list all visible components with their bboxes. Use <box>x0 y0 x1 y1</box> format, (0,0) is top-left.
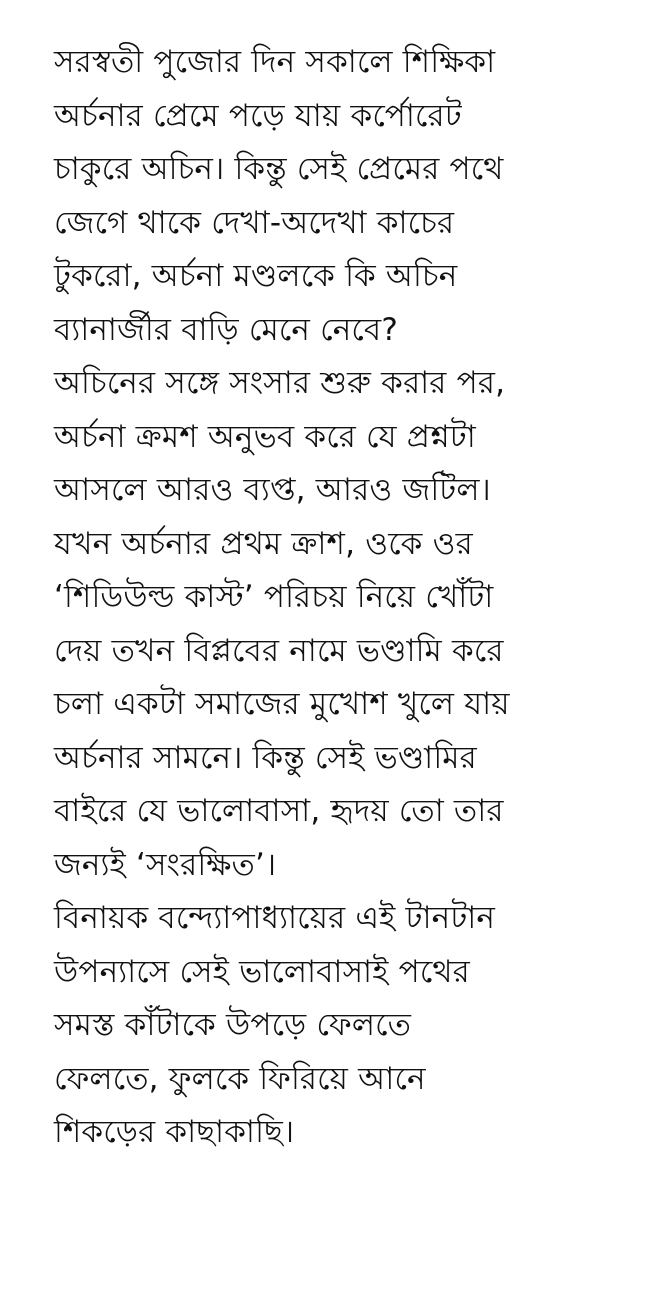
blurb-line: অর্চনার প্রেমে পড়ে যায় কর্পোরেট <box>54 97 462 134</box>
blurb-line: চলা একটা সমাজের মুখোশ খুলে যায় <box>54 686 510 722</box>
blurb-line: উপন্যাসে সেই ভালোবাসাই পথের <box>54 953 470 990</box>
blurb-line: শিকড়ের কাছাকাছি। <box>54 1114 295 1150</box>
blurb-line: বাইরে যে ভালোবাসা, হৃদয় তো তার <box>54 793 504 829</box>
blurb-line: ব্যানার্জীর বাড়ি মেনে নেবে? <box>54 311 398 348</box>
blurb-line: অচিনের সঙ্গে সংসার শুরু করার পর, <box>54 365 506 401</box>
blurb-line: সমস্ত কাঁটাকে উপড়ে ফেলতে <box>54 1007 412 1043</box>
blurb-line: টুকরো, অর্চনা মণ্ডলকে কি অচিন <box>54 258 458 294</box>
blurb-line: ফেলতে, ফুলকে ফিরিয়ে আনে <box>54 1060 426 1097</box>
blurb-line: জন্যই ‘সংরক্ষিত’। <box>54 846 277 883</box>
blurb-line: চাকুরে অচিন। কিন্তু সেই প্রেমের পথে <box>54 151 504 187</box>
blurb-line: জেগে থাকে দেখা-অদেখা কাচের <box>54 204 455 241</box>
blurb-line: যখন অর্চনার প্রথম ক্রাশ, ওকে ওর <box>54 525 473 562</box>
blurb-text <box>54 36 624 1160</box>
blurb-line: দেয় তখন বিপ্লবের নামে ভণ্ডামি করে <box>54 632 504 669</box>
blurb-line: অর্চনার সামনে। কিন্তু সেই ভণ্ডামির <box>54 739 477 776</box>
blurb-line: বিনায়ক বন্দ্যোপাধ্যায়ের এই টানটান <box>54 900 496 936</box>
blurb-line: আসলে আরও ব্যপ্ত, আরও জটিল। <box>54 472 491 508</box>
blurb-line: ‘শিডিউল্ড কাস্ট’ পরিচয় নিয়ে খোঁটা <box>54 579 494 615</box>
blurb-line: সরস্বতী পুজোর দিন সকালে শিক্ষিকা <box>54 44 496 80</box>
blurb-line: অর্চনা ক্রমশ অনুভব করে যে প্রশ্নটা <box>54 418 476 455</box>
